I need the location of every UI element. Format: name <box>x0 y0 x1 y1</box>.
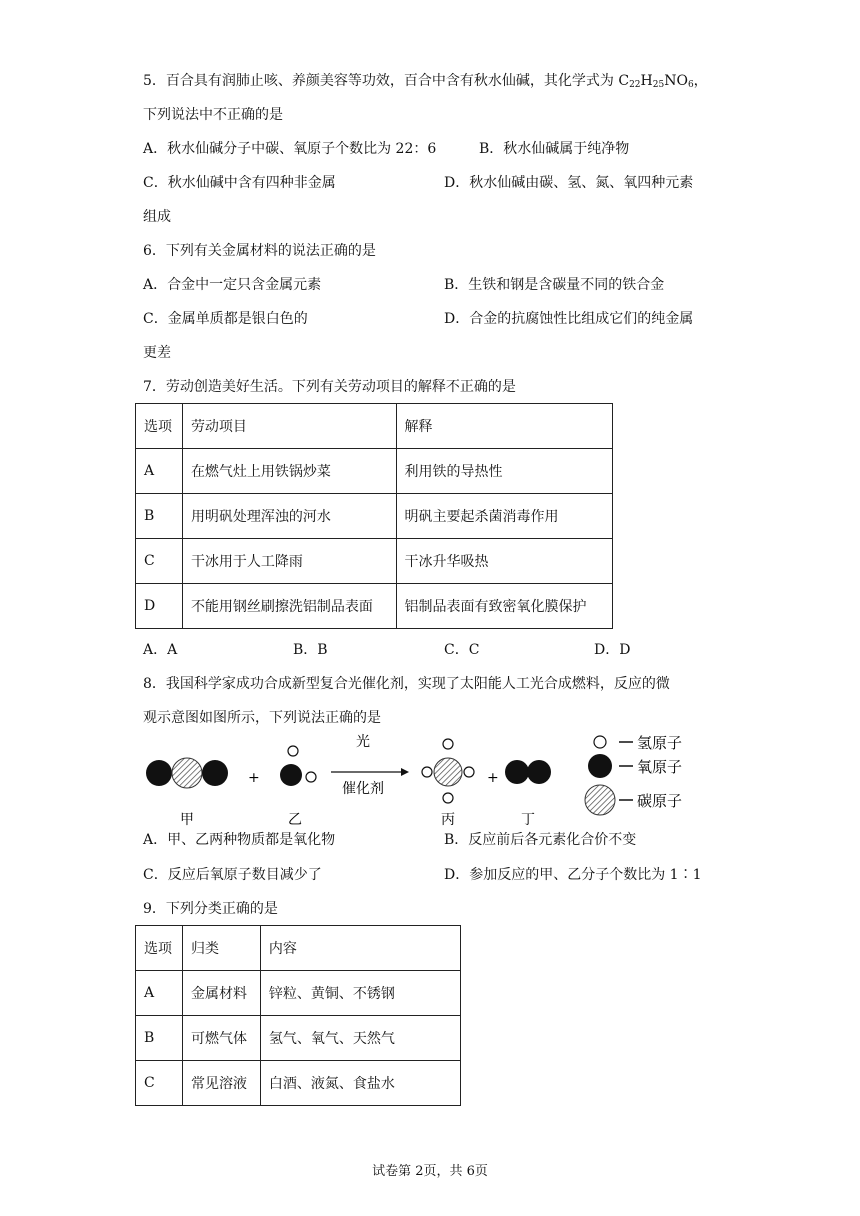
q8-stem-line1: 8．我国科学家成功合成新型复合光催化剂，实现了太阳能人工光合成燃料，反应的微 <box>143 676 670 692</box>
page-footer: 试卷第 2页，共 6页 <box>372 1164 488 1179</box>
hydrogen-atom <box>306 772 316 782</box>
q5-option-a: A．秋水仙碱分子中碳、氧原子个数比为 22：6 <box>143 141 437 157</box>
label-yi: 乙 <box>288 812 302 828</box>
table-cell: C <box>136 539 183 584</box>
table-header-cell: 归类 <box>182 926 260 971</box>
table-header-cell: 选项 <box>136 926 183 971</box>
q5-option-d-cont: 组成 <box>143 209 171 225</box>
molecule-jia <box>146 758 228 788</box>
table-cell: 氢气、氧气、天然气 <box>260 1016 460 1061</box>
q5-stem-text: 5．百合具有润肺止咳、养颜美容等功效，百合中含有秋水仙碱，其化学式为 C <box>143 73 630 89</box>
molecule-bing <box>422 739 474 803</box>
molecule-yi <box>280 746 316 786</box>
formula-part: NO <box>664 73 688 89</box>
legend-hydrogen-label: 氢原子 <box>637 734 683 752</box>
oxygen-atom <box>527 760 551 784</box>
q5-option-d: D．秋水仙碱由碳、氢、氮、氧四种元素 <box>444 175 694 191</box>
hydrogen-legend-icon <box>594 736 606 748</box>
table-cell: 干冰升华吸热 <box>396 539 613 584</box>
table-row <box>136 449 613 494</box>
condition-catalyst: 催化剂 <box>342 781 384 797</box>
plus-sign: + <box>248 770 260 786</box>
condition-light: 光 <box>356 734 370 750</box>
table-cell: 可燃气体 <box>182 1016 260 1061</box>
formula-subscript: 22 <box>629 80 641 90</box>
q6-option-a: A．合金中一定只含金属元素 <box>143 277 322 293</box>
table-row <box>136 1016 461 1061</box>
formula-subscript: 6 <box>687 80 694 90</box>
q8-option-a: A．甲、乙两种物质都是氧化物 <box>143 832 336 848</box>
table-cell: 不能用钢丝刷擦洗铝制品表面 <box>182 584 396 629</box>
q8-option-d: D．参加反应的甲、乙分子个数比为 1∶1 <box>444 867 702 883</box>
oxygen-legend-icon <box>588 754 612 778</box>
table-header-cell: 内容 <box>260 926 460 971</box>
label-jia: 甲 <box>180 812 194 828</box>
carbon-atom <box>434 758 462 786</box>
q6-option-c: C．金属单质都是银白色的 <box>143 311 308 327</box>
q5-option-b: B．秋水仙碱属于纯净物 <box>479 141 630 157</box>
q7-stem: 7．劳动创造美好生活。下列有关劳动项目的解释不正确的是 <box>143 379 516 395</box>
arrow-head-icon <box>401 768 409 776</box>
table-header-row <box>136 926 461 971</box>
label-ding: 丁 <box>521 812 535 828</box>
q6-option-d: D．合金的抗腐蚀性比组成它们的纯金属 <box>444 311 694 327</box>
table-header-cell: 解释 <box>396 404 613 449</box>
table-cell: B <box>136 1016 183 1061</box>
q8-stem-line2: 观示意图如图所示，下列说法正确的是 <box>143 710 381 726</box>
q8-option-c: C．反应后氧原子数目减少了 <box>143 867 322 883</box>
q7-option-c: C．C <box>444 642 480 658</box>
q7-option-b: B．B <box>293 642 328 658</box>
formula-part: ， <box>693 73 708 89</box>
q7-option-a: A．A <box>143 642 178 658</box>
q5-stem-line2: 下列说法中不正确的是 <box>143 107 283 123</box>
table-cell: 用明矾处理浑浊的河水 <box>182 494 396 539</box>
table-cell: 铝制品表面有致密氧化膜保护 <box>396 584 613 629</box>
q5-option-c: C．秋水仙碱中含有四种非金属 <box>143 175 336 191</box>
legend <box>585 734 682 815</box>
table-header-cell: 劳动项目 <box>182 404 396 449</box>
hydrogen-atom <box>443 793 453 803</box>
hydrogen-atom <box>288 746 298 756</box>
table-cell: C <box>136 1061 183 1106</box>
formula-subscript: 25 <box>652 80 665 90</box>
oxygen-atom <box>202 760 228 786</box>
oxygen-atom <box>280 764 302 786</box>
table-row <box>136 1061 461 1106</box>
hydrogen-atom <box>464 767 474 777</box>
hydrogen-atom <box>422 767 432 777</box>
carbon-atom <box>172 758 202 788</box>
reaction-diagram <box>135 728 735 828</box>
table-row <box>136 584 613 629</box>
plus-sign: + <box>487 770 499 786</box>
formula-part: H <box>640 73 653 89</box>
molecule-ding <box>505 760 551 784</box>
table-cell: 明矾主要起杀菌消毒作用 <box>396 494 613 539</box>
oxygen-atom <box>505 760 529 784</box>
legend-oxygen-label: 氧原子 <box>637 758 683 776</box>
table-row <box>136 539 613 584</box>
q6-stem: 6．下列有关金属材料的说法正确的是 <box>143 243 376 259</box>
q6-option-b: B．生铁和钢是含碳量不同的铁合金 <box>444 277 665 293</box>
q9-table <box>135 925 461 1106</box>
hydrogen-atom <box>443 739 453 749</box>
q6-option-d-cont: 更差 <box>143 345 171 361</box>
q9-stem: 9．下列分类正确的是 <box>143 901 278 917</box>
q7-table <box>135 403 613 629</box>
q5-stem-line1 <box>143 71 708 91</box>
table-cell: 常见溶液 <box>182 1061 260 1106</box>
table-cell: A <box>136 971 183 1016</box>
table-cell: B <box>136 494 183 539</box>
q8-option-b: B．反应前后各元素化合价不变 <box>444 832 637 848</box>
table-header-cell: 选项 <box>136 404 183 449</box>
table-cell: 锌粒、黄铜、不锈钢 <box>260 971 460 1016</box>
table-cell: 干冰用于人工降雨 <box>182 539 396 584</box>
table-cell: 利用铁的导热性 <box>396 449 613 494</box>
table-cell: 在燃气灶上用铁锅炒菜 <box>182 449 396 494</box>
oxygen-atom <box>146 760 172 786</box>
table-cell: 白酒、液氮、食盐水 <box>260 1061 460 1106</box>
table-row <box>136 971 461 1016</box>
table-cell: D <box>136 584 183 629</box>
table-header-row <box>136 404 613 449</box>
carbon-legend-icon <box>585 785 615 815</box>
legend-carbon-label: 碳原子 <box>637 792 683 810</box>
q7-option-d: D．D <box>594 642 631 658</box>
label-bing: 丙 <box>441 812 455 828</box>
table-row <box>136 494 613 539</box>
table-cell: 金属材料 <box>182 971 260 1016</box>
table-cell: A <box>136 449 183 494</box>
